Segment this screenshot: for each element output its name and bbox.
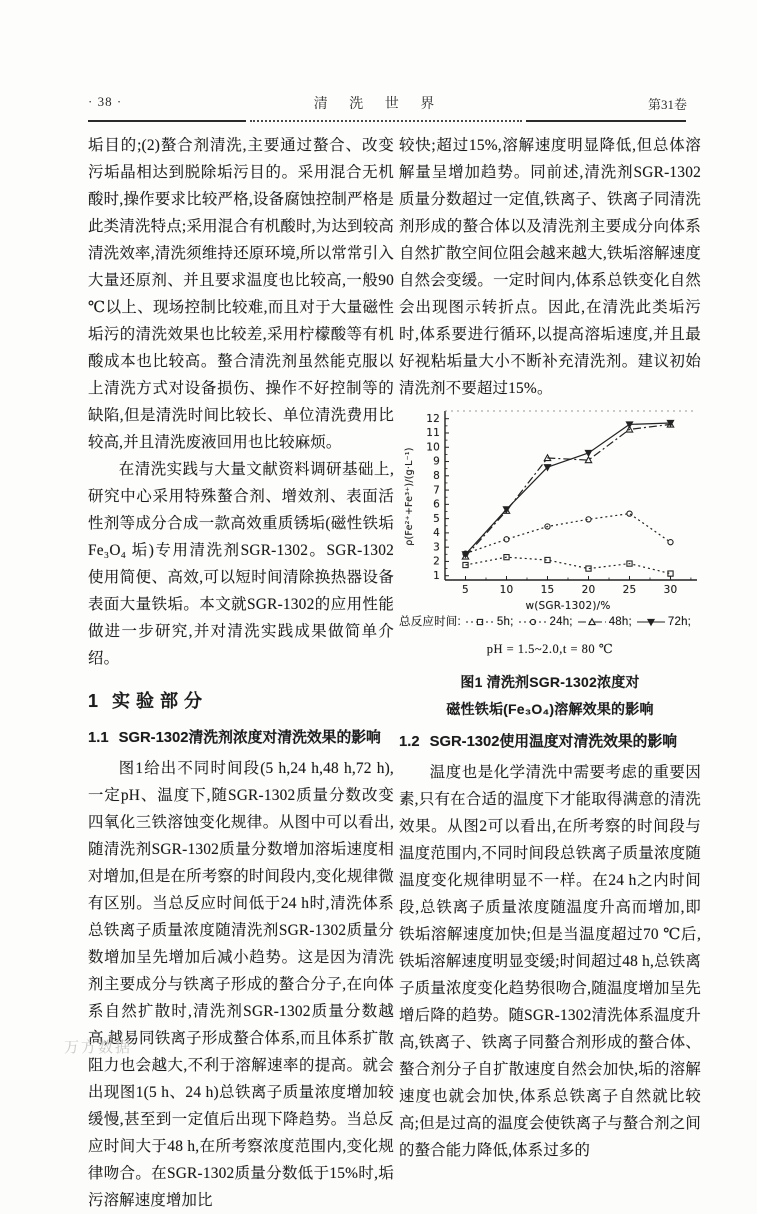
right-column	[399, 132, 701, 1164]
figure-caption-line2: 磁性铁垢(Fe₃O₄)溶解效果的影响	[446, 701, 654, 717]
svg-text:12: 12	[426, 412, 440, 425]
legend-label: 72h;	[667, 616, 692, 628]
legend-marker-triangle-down-icon	[636, 614, 666, 630]
svg-text:2: 2	[433, 555, 440, 568]
header-journal-title: 清 洗 世 界	[313, 97, 444, 112]
paragraph-temperature-discussion: 温度也是化学清洗中需要考虑的重要因素,只有在合适的温度下才能取得满意的清洗效果。从图2可以看出,在所考察的时间段与温度范围内,不同时间段总铁离子质量浓度随温度变化规律明显不一样。在24 h之内时间段,总铁离子质量浓度随温度升高而增加,即铁垢溶解速度加快;但是当温度超过70 ℃后,铁垢溶解速度明显变缓;时间超过48 h,总铁离子质量浓度变化趋势很吻合,随温度增加呈先增后降的趋势。随SGR-1302清洗体系温度升高,铁离子、铁离子同螯合剂形成的螯合体、螯合剂分子自扩散速度自然会加快,垢的溶解速度也就会加快,体系总铁离子自然就比较高;但是过高的温度会使铁离子与螯合剂之间的螯合能力降低,体系过多的	[399, 764, 701, 1159]
svg-text:6: 6	[433, 498, 440, 511]
svg-text:25: 25	[622, 584, 637, 596]
figure-caption	[399, 669, 701, 723]
svg-text:30: 30	[663, 584, 678, 596]
svg-text:7: 7	[433, 484, 440, 497]
legend-prefix: 总反应时间:	[399, 616, 461, 628]
legend-item-5h	[465, 614, 514, 630]
legend-label: 24h;	[549, 616, 573, 628]
legend-marker-triangle-up-icon	[577, 614, 607, 630]
svg-text:5: 5	[462, 584, 469, 596]
svg-text:4: 4	[433, 527, 440, 540]
legend-item-48h	[577, 614, 632, 630]
figure-1	[399, 406, 701, 723]
svg-text:10: 10	[426, 441, 440, 454]
wanfang-data-watermark: 万方数据	[64, 1040, 133, 1056]
figure-caption-line1: 图1 清洗剂SGR-1302浓度对	[460, 674, 640, 690]
paragraph-right-continuation: 较快;超过15%,溶解速度明显降低,但总体溶解量呈增加趋势。同前述,清洗剂SGR-1302质量分数超过一定值,铁离子、铁离子同清洗剂形成的螯合体以及清洗剂主要成分向体系自然扩散空间位阻会越来越大,铁垢溶解速度自然会变缓。一定时间内,体系总铁变化自然会出现图示转折点。因此,在清洗此类垢污时,体系要进行循环,以提高溶垢速度,并且最好视粘垢量大小不断补充清洗剂。建议初始清洗剂不要超过15%。	[399, 137, 701, 397]
section-title: 实验部分	[112, 691, 209, 711]
svg-text:9: 9	[433, 455, 440, 468]
svg-text:8: 8	[433, 470, 440, 483]
left-column	[88, 132, 394, 1214]
header-page-number: · 38 ·	[88, 94, 123, 109]
legend-marker-square-icon	[465, 614, 495, 630]
subsection-heading-1-1	[88, 725, 394, 751]
subsection-heading-1-2	[399, 729, 701, 755]
svg-text:1: 1	[433, 569, 440, 582]
svg-text:ρ(Fe²⁺+Fe³⁺)/(g·L⁻¹): ρ(Fe²⁺+Fe³⁺)/(g·L⁻¹)	[404, 447, 415, 546]
paragraph-concentration-discussion: 图1给出不同时间段(5 h,24 h,48 h,72 h),一定pH、温度下,随SGR-1302质量分数改变四氧化三铁溶蚀变化规律。从图中可以看出,随清洗剂SGR-1302质量分数增加溶垢速度相对增加,但是在所考察的时间段内,变化规律微有区别。当总反应时间低于24 h时,清洗体系总铁离子质量浓度随清洗剂SGR-1302质量分数增加呈先增加后减小趋势。这是因为清洗剂主要成分与铁离子形成的螯合分子,在向体系自然扩散时,清洗剂SGR-1302质量分数越高,越易同铁离子形成螯合体系,而且体系扩散阻力也会越大,不利于溶解速率的提高。就会出现图1(5 h、24 h)总铁离子质量浓度增加较缓慢,甚至到一定值后出现下降趋势。当总反应时间大于48 h,在所考察浓度范围内,变化规律吻合。在SGR-1302质量分数低于15%时,垢污溶解速度增加比	[88, 760, 394, 1209]
paragraph-sgr1302-intro: 在清洗实践与大量文献资料调研基础上,研究中心采用特殊螯合剂、增效剂、表面活性剂等成分合成一款高效重质锈垢(磁性铁垢 Fe₃O₄ 垢)专用清洗剂SGR-1302。SGR-1302使用简便、高效,可以短时间清除换热器设备表面大量铁垢。本文就SGR-1302的应用性能做进一步研究,并对清洗实践成果做简单介绍。	[88, 461, 394, 667]
legend-label: 48h;	[608, 616, 632, 628]
header-rule	[88, 119, 686, 122]
header-rule-left	[88, 120, 246, 122]
paragraph-chelant-continuation: 垢目的;(2)螯合剂清洗,主要通过螯合、改变污垢晶相达到脱除垢污目的。采用混合无机酸时,操作要求比较严格,设备腐蚀控制严格是此类清洗特点;采用混合有机酸时,为达到较高清洗效率,清洗须维持还原环境,所以常常引入大量还原剂、并且要求温度也比较高,一般90 ℃以上、现场控制比较难,而且对于大量磁性垢污的清洗效果也比较差,采用柠檬酸等有机酸成本也比较高。螯合清洗剂虽然能克服以上清洗方式对设备损伤、操作不好控制等的缺陷,但是清洗时间比较长、单位清洗费用比较高,并且清洗废液回用也比较麻烦。	[88, 137, 394, 451]
svg-text:15: 15	[540, 584, 555, 596]
svg-text:11: 11	[426, 427, 440, 440]
legend-item-72h	[636, 614, 691, 630]
subsection-title: SGR-1302清洗剂浓度对清洗效果的影响	[118, 730, 381, 746]
legend-item-24h	[518, 614, 573, 630]
subsection-number: 1.1	[88, 730, 109, 746]
svg-text:20: 20	[581, 584, 596, 596]
line-chart-fe-dissolution	[399, 406, 701, 612]
section-heading-experiment	[88, 688, 394, 715]
legend-label: 5h;	[496, 616, 514, 628]
svg-text:10: 10	[499, 584, 514, 596]
svg-text:w(SGR-1302)/%: w(SGR-1302)/%	[525, 600, 611, 612]
legend-marker-circle-icon	[518, 614, 548, 630]
svg-text:5: 5	[433, 512, 440, 525]
subsection-title: SGR-1302使用温度对清洗效果的影响	[429, 734, 678, 750]
figure-conditions: pH = 1.5~2.0,t = 80 ℃	[486, 642, 614, 656]
header-rule-right	[526, 120, 686, 122]
subsection-number: 1.2	[399, 734, 420, 750]
section-number: 1	[88, 691, 99, 711]
svg-text:3: 3	[433, 541, 440, 554]
figure-legend	[399, 614, 701, 630]
header-rule-dotted	[250, 120, 522, 122]
header-volume: 第31卷	[647, 97, 687, 112]
